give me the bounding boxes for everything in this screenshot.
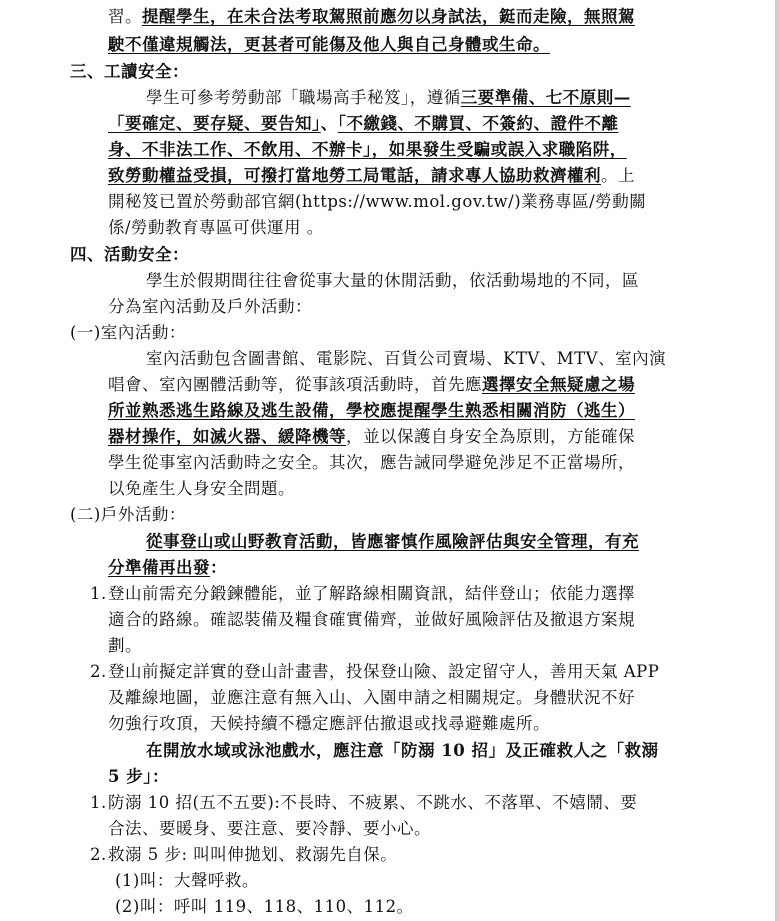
paragraph-line: 分為室內活動及戶外活動：	[108, 297, 312, 316]
text-span: 。上	[601, 166, 635, 185]
list-item-line: 登山前擬定詳實的登山計畫書，投保登山險、設定留守人，善用天氣 APP	[108, 662, 660, 681]
list-number: 1.	[90, 793, 107, 812]
paragraph-line: 室內活動包含圖書館、電影院、百貨公司賣場、KTV、MTV、室內演	[146, 349, 667, 368]
paragraph-line: 開秘笈已置於勞動部官網(https://www.mol.gov.tw/)業務專區/勞動關	[108, 192, 647, 211]
list-item-line: 防溺 10 招(五不五要):不長時、不疲累、不跳水、不落單、不嬉鬧、要	[108, 793, 638, 812]
emphasis-text: 選擇安全無疑慮之場	[482, 375, 635, 394]
paragraph-line: 駛不僅違規觸法，更甚者可能傷及他人與自己身體或生命。	[108, 35, 550, 54]
list-item-line: 適合的路線。確認裝備及糧食確實備齊，並做好風險評估及撤退方案規	[108, 610, 635, 629]
text-span: ，並以保護自身安全為原則，方能確保	[346, 427, 635, 446]
paragraph-line: 所並熟悉逃生路線及逃生設備，學校應提醒學生熟悉相關消防（逃生）	[108, 401, 635, 420]
emphasis-text: 身、不非法工作、不飲用、不辦卡」	[108, 140, 372, 159]
emphasis-text: 分準備再出發	[108, 558, 210, 577]
section-heading-3: 三、工讀安全：	[70, 62, 189, 81]
paragraph-line	[108, 374, 635, 396]
paragraph-line: 係/勞動教育專區可供運用 。	[108, 218, 324, 237]
paragraph-line: 以免產生人身安全問題。	[108, 479, 295, 498]
emphasis-text: 提醒學生，在未合法考取駕照前應勿以身試法，鋌而走險，無照駕	[142, 7, 635, 26]
text-span: 唱會、室內團體活動等，從事該項活動時，首先應	[108, 375, 482, 394]
paragraph-line	[146, 87, 631, 109]
list-number: 2.	[90, 662, 107, 681]
subsection-heading-outdoor: (二)戶外活動：	[70, 505, 186, 524]
section-heading-4: 四、活動安全：	[70, 245, 189, 264]
list-item-line: 劃。	[108, 636, 142, 655]
emphasis-text: 「不繳錢、不購買、不簽約、證件不離	[337, 114, 619, 133]
list-number: 2.	[90, 845, 107, 864]
paragraph-line: 學生從事室內活動時之安全。其次，應告誡同學避免涉足不正當場所，	[108, 453, 635, 472]
emphasis-text: 三要準備、七不原則—	[460, 88, 631, 107]
paragraph-line: 學生於假期間往往會從事大量的休閒活動，依活動場地的不同，區	[146, 271, 639, 290]
emphasis-text: ，如果發生受騙或誤入求職陷阱，	[371, 140, 627, 159]
sub-list-item: (2)叫：呼叫 119、118、110、112。	[115, 897, 414, 916]
text-span: ：	[210, 558, 227, 577]
list-item-line: 救溺 5 步: 叫叫伸拋划、救溺先自保。	[108, 845, 398, 864]
emphasis-text: 致勞動權益受損，可撥打當地勞工局電話，請求專人協助救濟權利	[108, 166, 601, 185]
sub-list-item: (1)叫：大聲呼救。	[115, 871, 259, 890]
text-span: 、	[320, 114, 338, 133]
list-item-line: 合法、要暖身、要注意、要冷靜、要小心。	[108, 819, 431, 838]
paragraph-line: 從事登山或山野教育活動，皆應審慎作風險評估與安全管理，有充	[146, 532, 639, 551]
paragraph-line	[108, 557, 227, 579]
emphasis-text: 器材操作，如滅火器、緩降機等	[108, 427, 346, 446]
text-span: 學生可參考勞動部「職場高手秘笈」，遵循	[146, 88, 461, 107]
subsection-heading-indoor: (一)室內活動：	[70, 323, 186, 342]
paragraph-line: 在開放水域或泳池戲水，應注意「防溺 10 招」及正確救人之「救溺	[146, 741, 659, 760]
paragraph-line	[108, 426, 635, 448]
paragraph-line	[108, 6, 635, 28]
paragraph-line	[108, 165, 635, 187]
text-span: 習。	[108, 7, 142, 26]
emphasis-text: 「要確定、要存疑、要告知」	[108, 114, 321, 133]
paragraph-line	[108, 113, 619, 135]
list-number: 1.	[90, 584, 107, 603]
list-item-line: 登山前需充分鍛鍊體能，並了解路線相關資訊，結伴登山；依能力選擇	[108, 584, 635, 603]
page-border	[775, 0, 779, 921]
list-item-line: 及離線地圖，並應注意有無入山、入園申請之相關規定。身體狀況不好	[108, 688, 635, 707]
paragraph-line: 5 步」：	[108, 767, 169, 786]
list-item-line: 勿強行攻頂，天候持續不穩定應評估撤退或找尋避難處所。	[108, 714, 550, 733]
paragraph-line	[108, 139, 627, 161]
